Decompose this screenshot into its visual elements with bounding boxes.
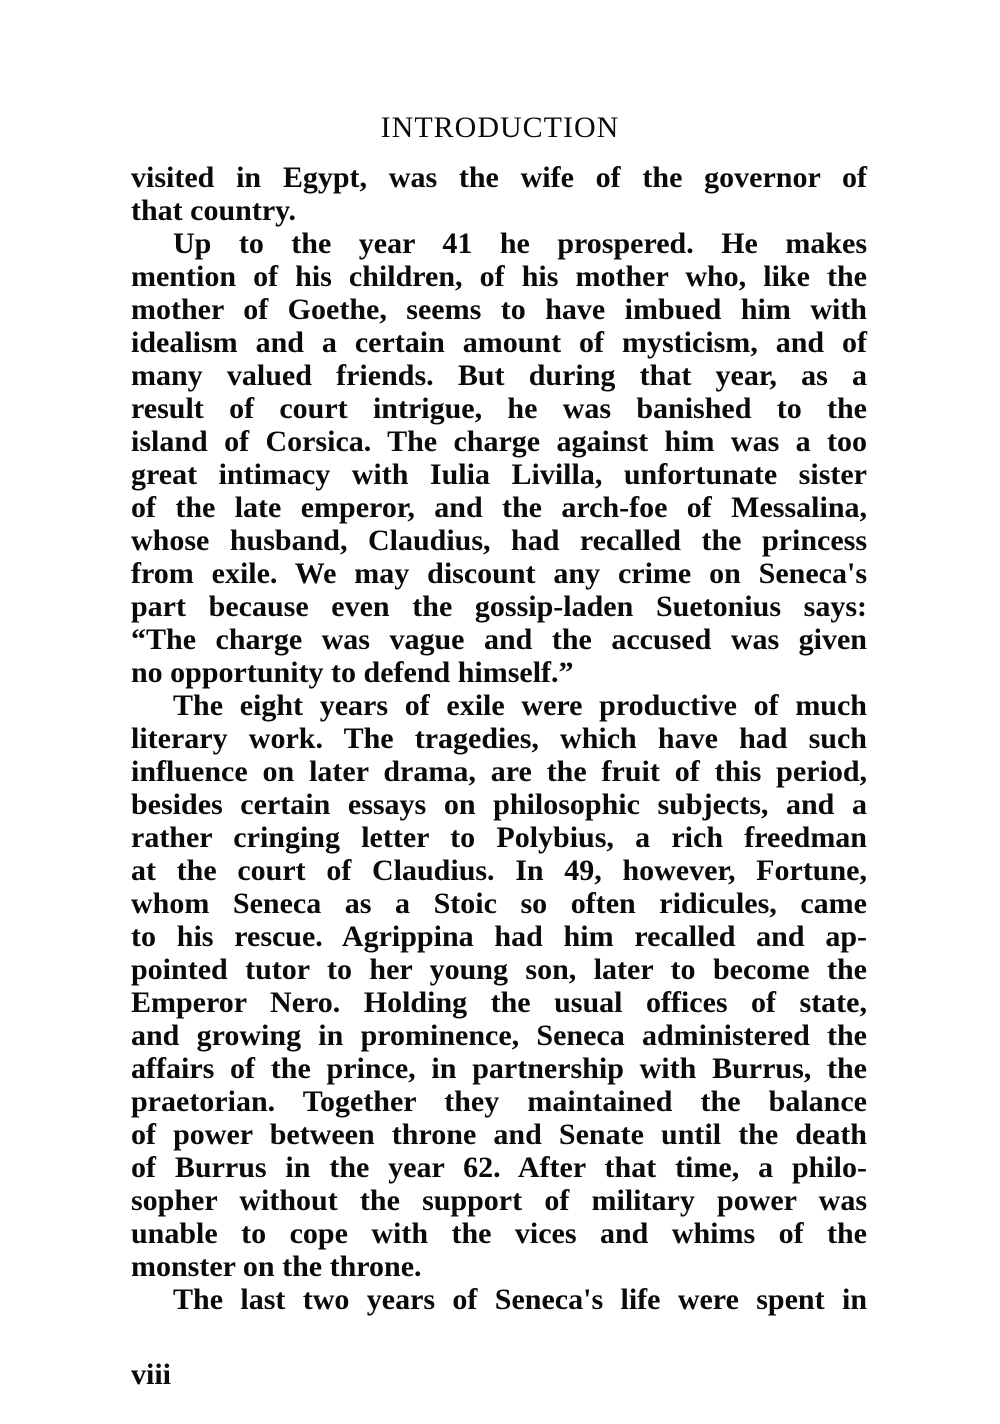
text-line: influence on later drama, are the fruit of this period,: [131, 755, 867, 788]
text-line: besides certain essays on philosophic subjects, and a: [131, 788, 867, 821]
text-line: that country.: [131, 194, 296, 227]
text-line: mention of his children, of his mother who, like the: [131, 260, 867, 293]
text-line: at the court of Claudius. In 49, however, Fortune,: [131, 854, 867, 887]
text-line: visited in Egypt, was the wife of the governor of: [131, 161, 867, 194]
text-line: sopher without the support of military power was: [131, 1184, 867, 1217]
text-line: Emperor Nero. Holding the usual offices of state,: [131, 986, 867, 1019]
text-line: The last two years of Seneca's life were spent in: [173, 1283, 867, 1316]
text-line: affairs of the prince, in partnership with Burrus, the: [131, 1052, 867, 1085]
text-line: result of court intrigue, he was banished to the: [131, 392, 867, 425]
text-line: monster on the throne.: [131, 1250, 422, 1283]
text-line: rather cringing letter to Polybius, a rich freedman: [131, 821, 867, 854]
text-line: whom Seneca as a Stoic so often ridicules, came: [131, 887, 867, 920]
text-line: of the late emperor, and the arch-foe of Messalina,: [131, 491, 867, 524]
text-line: of Burrus in the year 62. After that time, a philo-: [131, 1151, 867, 1184]
body-text: [131, 161, 867, 1316]
text-line: “The charge was vague and the accused was given: [131, 623, 867, 656]
text-line: and growing in prominence, Seneca administered the: [131, 1019, 867, 1052]
text-line: island of Corsica. The charge against him was a too: [131, 425, 867, 458]
text-line: mother of Goethe, seems to have imbued him with: [131, 293, 867, 326]
text-line: many valued friends. But during that year, as a: [131, 359, 867, 392]
text-line: from exile. We may discount any crime on Seneca's: [131, 557, 867, 590]
text-line: pointed tutor to her young son, later to become the: [131, 953, 867, 986]
running-head: INTRODUCTION: [380, 111, 620, 144]
text-line: Up to the year 41 he prospered. He makes: [173, 227, 867, 260]
text-line: no opportunity to defend himself.”: [131, 656, 574, 689]
text-line: part because even the gossip-laden Suetonius says:: [131, 590, 867, 623]
text-line: to his rescue. Agrippina had him recalled and ap-: [131, 920, 867, 953]
text-line: literary work. The tragedies, which have had such: [131, 722, 867, 755]
page-number: viii: [131, 1358, 172, 1391]
text-line: great intimacy with Iulia Livilla, unfortunate sister: [131, 458, 867, 491]
text-line: of power between throne and Senate until the death: [131, 1118, 867, 1151]
text-line: The eight years of exile were productive of much: [173, 689, 867, 722]
text-line: praetorian. Together they maintained the balance: [131, 1085, 867, 1118]
text-line: unable to cope with the vices and whims of the: [131, 1217, 867, 1250]
text-line: whose husband, Claudius, had recalled the princess: [131, 524, 867, 557]
text-line: idealism and a certain amount of mysticism, and of: [131, 326, 867, 359]
